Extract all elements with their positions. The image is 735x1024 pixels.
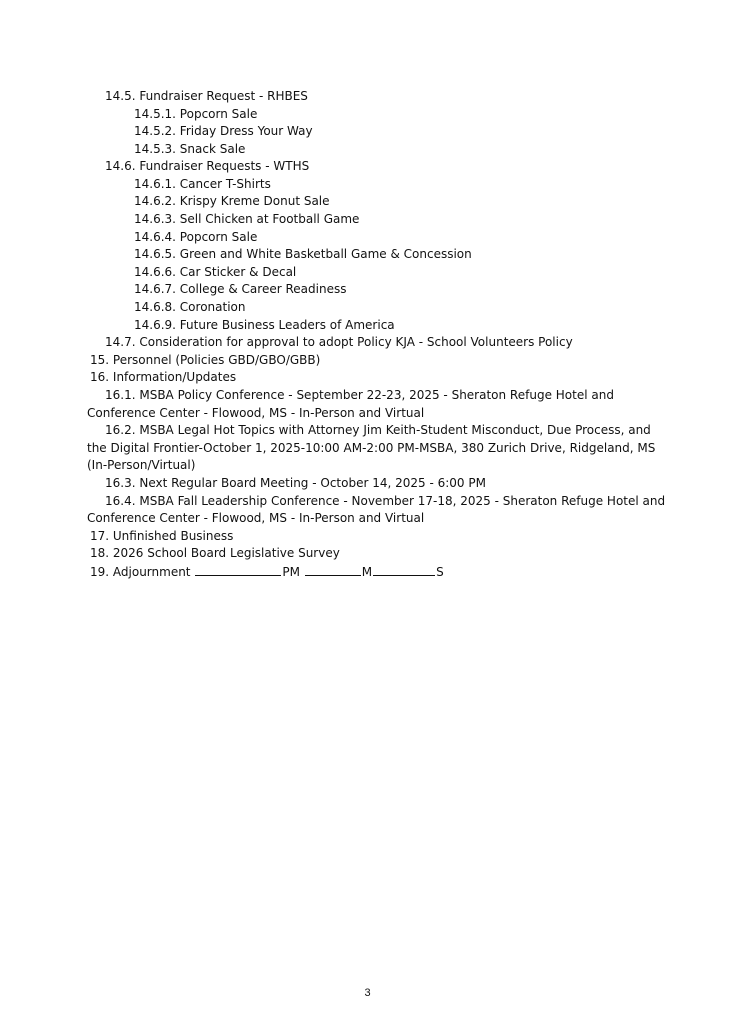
item-14-6-1: 14.6.1. Cancer T-Shirts — [134, 177, 271, 191]
item-16-2-continued-2: (In-Person/Virtual) — [87, 458, 196, 472]
item-19-adjournment — [90, 563, 444, 582]
item-14-6-4: 14.6.4. Popcorn Sale — [134, 230, 258, 244]
adjournment-time-blank — [195, 563, 281, 576]
item-17: 17. Unfinished Business — [90, 529, 234, 543]
item-14-6-5: 14.6.5. Green and White Basketball Game & Concession — [134, 247, 472, 261]
item-14-5-1: 14.5.1. Popcorn Sale — [134, 107, 258, 121]
page-number: 3 — [364, 987, 371, 999]
adjournment-second-blank — [373, 563, 435, 576]
adjournment-pm-label: PM — [282, 565, 300, 579]
item-14-6-3: 14.6.3. Sell Chicken at Football Game — [134, 212, 360, 226]
item-16-2: 16.2. MSBA Legal Hot Topics with Attorney Jim Keith-Student Misconduct, Due Process, and — [105, 423, 651, 437]
item-16-1-continued: Conference Center - Flowood, MS - In-Person and Virtual — [87, 406, 425, 420]
item-18: 18. 2026 School Board Legislative Survey — [90, 546, 340, 560]
item-15: 15. Personnel (Policies GBD/GBO/GBB) — [90, 353, 321, 367]
adjournment-motion-blank — [305, 563, 361, 576]
item-16-4-continued: Conference Center - Flowood, MS - In-Person and Virtual — [87, 511, 425, 525]
item-14-5-2: 14.5.2. Friday Dress Your Way — [134, 124, 313, 138]
item-14-6-9: 14.6.9. Future Business Leaders of America — [134, 318, 395, 332]
item-16-2-continued: the Digital Frontier-October 1, 2025-10:00 AM-2:00 PM-MSBA, 380 Zurich Drive, Ridgeland, MS — [87, 441, 656, 455]
item-16: 16. Information/Updates — [90, 370, 237, 384]
item-14-6-2: 14.6.2. Krispy Kreme Donut Sale — [134, 194, 330, 208]
item-16-3: 16.3. Next Regular Board Meeting - October 14, 2025 - 6:00 PM — [105, 476, 486, 490]
item-14-6-8: 14.6.8. Coronation — [134, 300, 246, 314]
item-14-5: 14.5. Fundraiser Request - RHBES — [105, 89, 308, 103]
item-14-6-6: 14.6.6. Car Sticker & Decal — [134, 265, 297, 279]
item-14-5-3: 14.5.3. Snack Sale — [134, 142, 246, 156]
item-14-6: 14.6. Fundraiser Requests - WTHS — [105, 159, 310, 173]
item-14-6-7: 14.6.7. College & Career Readiness — [134, 282, 347, 296]
adjournment-label: 19. Adjournment — [90, 565, 191, 579]
adjournment-s-label: S — [436, 565, 444, 579]
item-16-4: 16.4. MSBA Fall Leadership Conference - November 17-18, 2025 - Sheraton Refuge Hotel and — [105, 494, 666, 508]
item-16-1: 16.1. MSBA Policy Conference - September 22-23, 2025 - Sheraton Refuge Hotel and — [105, 388, 614, 402]
adjournment-m-label: M — [361, 565, 373, 579]
item-14-7: 14.7. Consideration for approval to adopt Policy KJA - School Volunteers Policy — [105, 335, 573, 349]
